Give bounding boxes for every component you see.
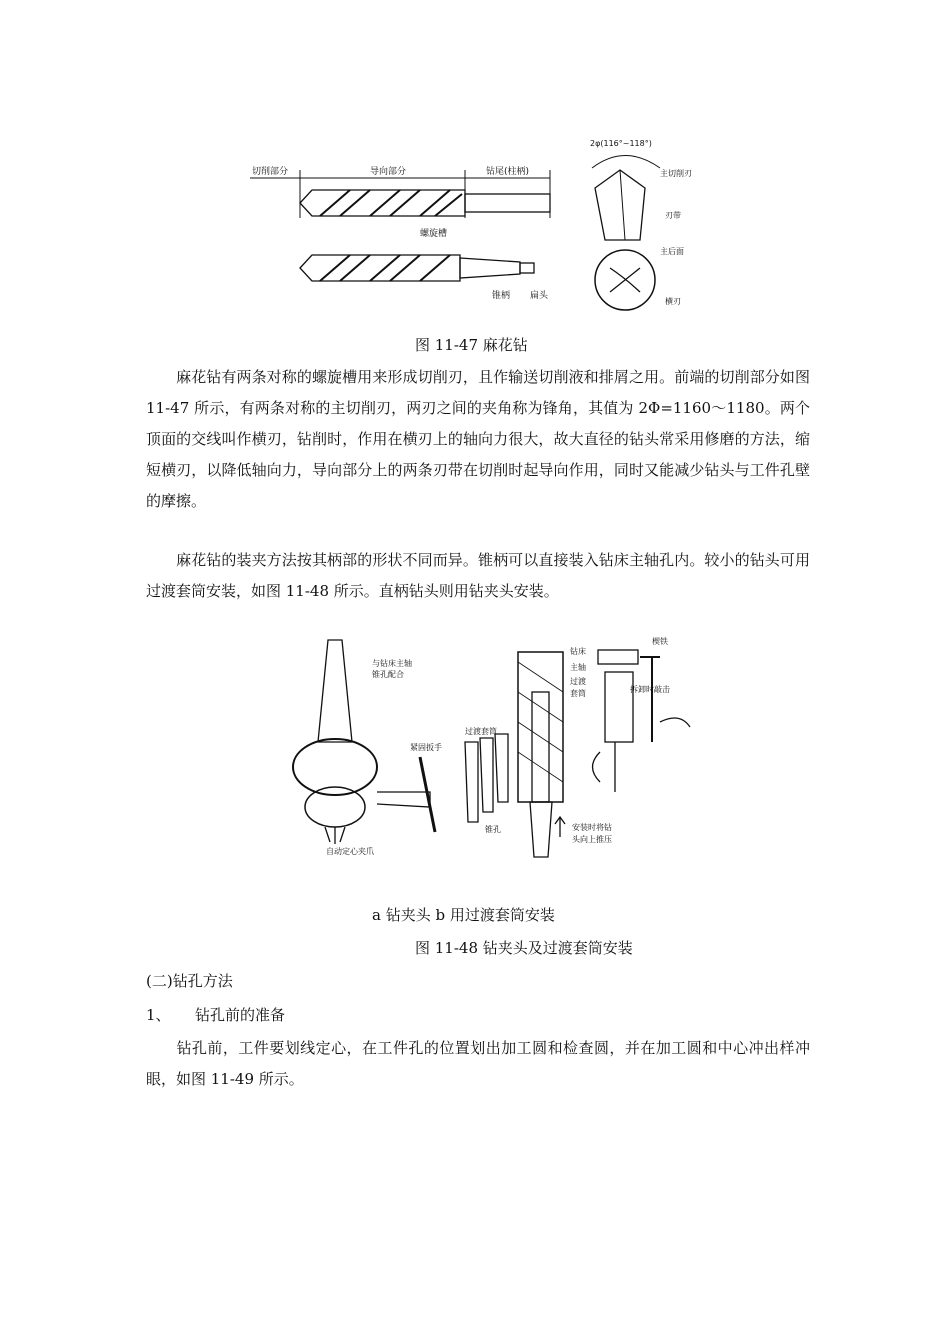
label-install-note-1: 安装时将钻 [572, 823, 612, 832]
label-taper-shank: 锥柄 [492, 291, 511, 301]
label-flute: 螺旋槽 [420, 229, 448, 239]
label-wrench: 紧固扳手 [410, 743, 442, 752]
label-jaws: 自动定心夹爪 [326, 847, 374, 856]
label-install-note-2: 头向上推压 [572, 835, 612, 844]
label-machine: 钻床 [570, 647, 586, 656]
label-chisel-edge: 横刃 [665, 297, 681, 306]
figure-11-47-caption: 图 11-47 麻花钻 [415, 336, 528, 354]
label-sleeves: 过渡套筒 [465, 727, 497, 736]
paragraph-clamping: 麻花钻的装夹方法按其柄部的形状不同而异。锥柄可以直接装入钻床主轴孔内。较小的钻头可用过渡套筒安装，如图 11-48 所示。直柄钻头则用钻夹头安装。 [146, 551, 810, 600]
label-spindle: 主轴 [570, 663, 586, 672]
label-point-angle: 2φ(116°~118°) [590, 139, 652, 148]
figure-11-48-chuck-and-sleeve [280, 632, 700, 872]
subsection-heading: 钻孔前的准备 [195, 1006, 286, 1024]
figure-11-48-subcaption: a 钻夹头 b 用过渡套筒安装 [372, 906, 555, 924]
paragraph-twist-drill: 麻花钻有两条对称的螺旋槽用来形成切削刃，且作输送切削液和排屑之用。前端的切削部分如图 11-47 所示，有两条对称的主切削刃，两刃之间的夹角称为锋角，其值为 2Φ=1160～1180。两个顶面的交线叫作横刃，钻削时，作用在横刃上的轴向力很大，故大直径的钻头常采用修磨的方法，缩短横刃，以降低轴向力，导向部分上的两条刃带在切削时起导向作用，同时又能减少钻头与工件孔壁的摩擦。 [146, 368, 810, 510]
label-wedge: 楔铁 [652, 637, 668, 646]
section-heading: (二)钻孔方法 [146, 972, 233, 990]
label-cutting-part: 切削部分 [252, 167, 289, 177]
label-transition-2: 套筒 [570, 689, 586, 698]
label-transition-1: 过渡 [570, 677, 586, 686]
label-taper-hole: 锥孔 [485, 825, 501, 834]
label-spindle-fit-2: 锥孔配合 [372, 670, 404, 679]
label-shank: 钻尾(柱柄) [486, 167, 530, 177]
label-remove-note: 拆卸时敲击 [630, 685, 670, 694]
label-guide-part: 导向部分 [370, 167, 407, 177]
label-margin: 刃带 [665, 211, 681, 220]
label-spindle-fit-1: 与钻床主轴 [372, 659, 412, 668]
label-tang: 扁头 [530, 291, 549, 301]
label-flank: 主后面 [660, 247, 684, 256]
figure-11-47-twist-drill [240, 128, 710, 318]
subsection-number: 1、 [146, 1006, 171, 1024]
paragraph-preparation: 钻孔前，工件要划线定心，在工件孔的位置划出加工圆和检查圆，并在加工圆和中心冲出样冲眼，如图 11-49 所示。 [146, 1039, 810, 1088]
label-main-edge: 主切削刃 [660, 169, 692, 178]
figure-11-48-caption: 图 11-48 钻夹头及过渡套筒安装 [415, 939, 633, 957]
